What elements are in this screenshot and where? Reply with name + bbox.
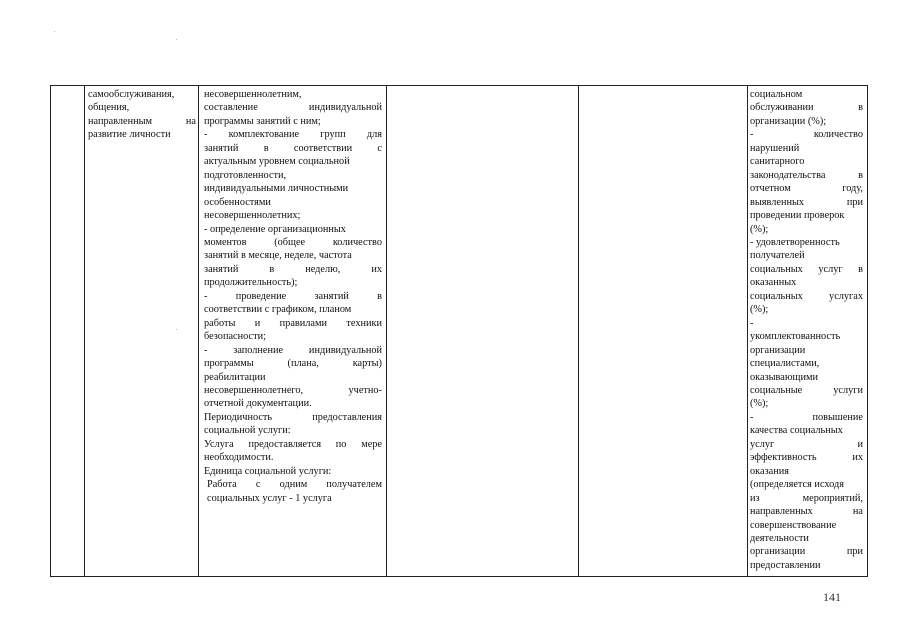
text-line: направленным на [88, 115, 196, 127]
text-line: индивидуальными личностными [204, 183, 349, 195]
text-line: получателей [750, 250, 805, 262]
text-line: несовершеннолетним, [204, 89, 302, 100]
text-line: отчетной документации. [204, 398, 312, 410]
text-line: социальных услуг - 1 услуга [207, 492, 332, 504]
scan-artifact [176, 39, 177, 40]
text-line: (определяется исходя [750, 479, 844, 491]
text-line: подготовленности, [204, 169, 287, 181]
column-divider [84, 86, 85, 576]
text-line: Единица социальной услуги: [204, 465, 332, 477]
service-description-cell [88, 88, 196, 142]
text-line: - определение организационных [204, 223, 346, 235]
text-line: работы и правилами техники [204, 317, 382, 329]
text-line: совершенствование [750, 519, 837, 531]
text-line: составление индивидуальной [204, 102, 382, 114]
text-line: социальных услуг в [750, 263, 863, 275]
text-line: развитие личности [88, 129, 171, 141]
service-content-cell [204, 88, 382, 505]
text-line: (%); [750, 223, 769, 235]
text-line: организации (%); [750, 115, 827, 127]
text-line: оказания [750, 465, 789, 477]
text-line: реабилитации [204, 371, 266, 383]
column-divider [198, 86, 199, 576]
column-divider [867, 86, 868, 576]
text-line: Периодичность предоставления [204, 411, 382, 423]
text-line: необходимости. [204, 452, 274, 464]
text-line: из мероприятий, [750, 492, 863, 504]
text-line: санитарного [750, 156, 805, 168]
text-line: актуальным уровнем социальной [204, 156, 350, 168]
text-line: обслуживании в [750, 102, 863, 114]
text-line: отчетном году, [750, 183, 863, 195]
text-line: качества социальных [750, 425, 843, 437]
text-line: - количество [750, 129, 863, 141]
quality-indicators-cell [750, 88, 863, 572]
column-divider [386, 86, 387, 576]
text-line: несовершеннолетних; [204, 210, 301, 222]
text-line: эффективность их [750, 452, 863, 464]
text-line: занятий в соответствии с [204, 142, 382, 154]
text-line: моментов (общее количество [204, 236, 382, 248]
column-divider [578, 86, 579, 576]
text-line: Услуга предоставляется по мере [204, 438, 382, 450]
text-line: организации при [750, 546, 863, 558]
column-divider [747, 86, 748, 576]
text-line: несовершеннолетнего, учетно- [204, 384, 382, 396]
text-line: организации [750, 344, 806, 356]
column-divider [50, 86, 51, 576]
text-line: законодательства в [750, 169, 863, 181]
text-line: - проведение занятий в [204, 290, 382, 302]
services-table [50, 85, 868, 577]
text-line: оказывающими [750, 371, 819, 383]
text-line: социальной услуги: [204, 425, 291, 437]
text-line: - [750, 317, 754, 329]
text-line: занятий в неделю, их [204, 263, 382, 275]
text-line: социальном [750, 89, 803, 100]
scan-artifact [176, 329, 177, 330]
text-line: особенностями [204, 196, 271, 208]
text-line: программы (плана, карты) [204, 358, 382, 370]
text-line: - повышение [750, 411, 863, 423]
text-line: занятий в месяце, неделе, частота [204, 250, 352, 262]
text-line: предоставлении [750, 559, 821, 571]
text-line: (%); [750, 398, 769, 410]
text-line: укомплектованность [750, 331, 841, 343]
text-line: деятельности [750, 532, 809, 544]
text-line: Работа с одним получателем [207, 479, 382, 491]
text-line: выявленных при [750, 196, 863, 208]
text-line: программы занятий с ним; [204, 115, 321, 127]
text-line: нарушений [750, 142, 800, 154]
text-line: услуг и [750, 438, 863, 450]
text-line: - заполнение индивидуальной [204, 344, 382, 356]
text-line: продолжительность); [204, 277, 298, 289]
text-line: специалистами, [750, 358, 820, 370]
text-line: социальных услугах [750, 290, 863, 302]
text-line: - комплектование групп для [204, 129, 382, 141]
scan-artifact [54, 31, 55, 32]
page-number: 141 [823, 590, 841, 604]
text-line: общения, [88, 102, 130, 114]
text-line: социальные услуги [750, 384, 863, 396]
text-line: оказанных [750, 277, 797, 289]
text-line: проведении проверок [750, 210, 845, 222]
text-line: самообслуживания, [88, 89, 175, 100]
text-line: безопасности; [204, 331, 266, 343]
text-line: направленных на [750, 506, 863, 518]
text-line: - удовлетворенность [750, 236, 840, 248]
text-line: (%); [750, 304, 769, 316]
text-line: соответствии с графиком, планом [204, 304, 352, 316]
